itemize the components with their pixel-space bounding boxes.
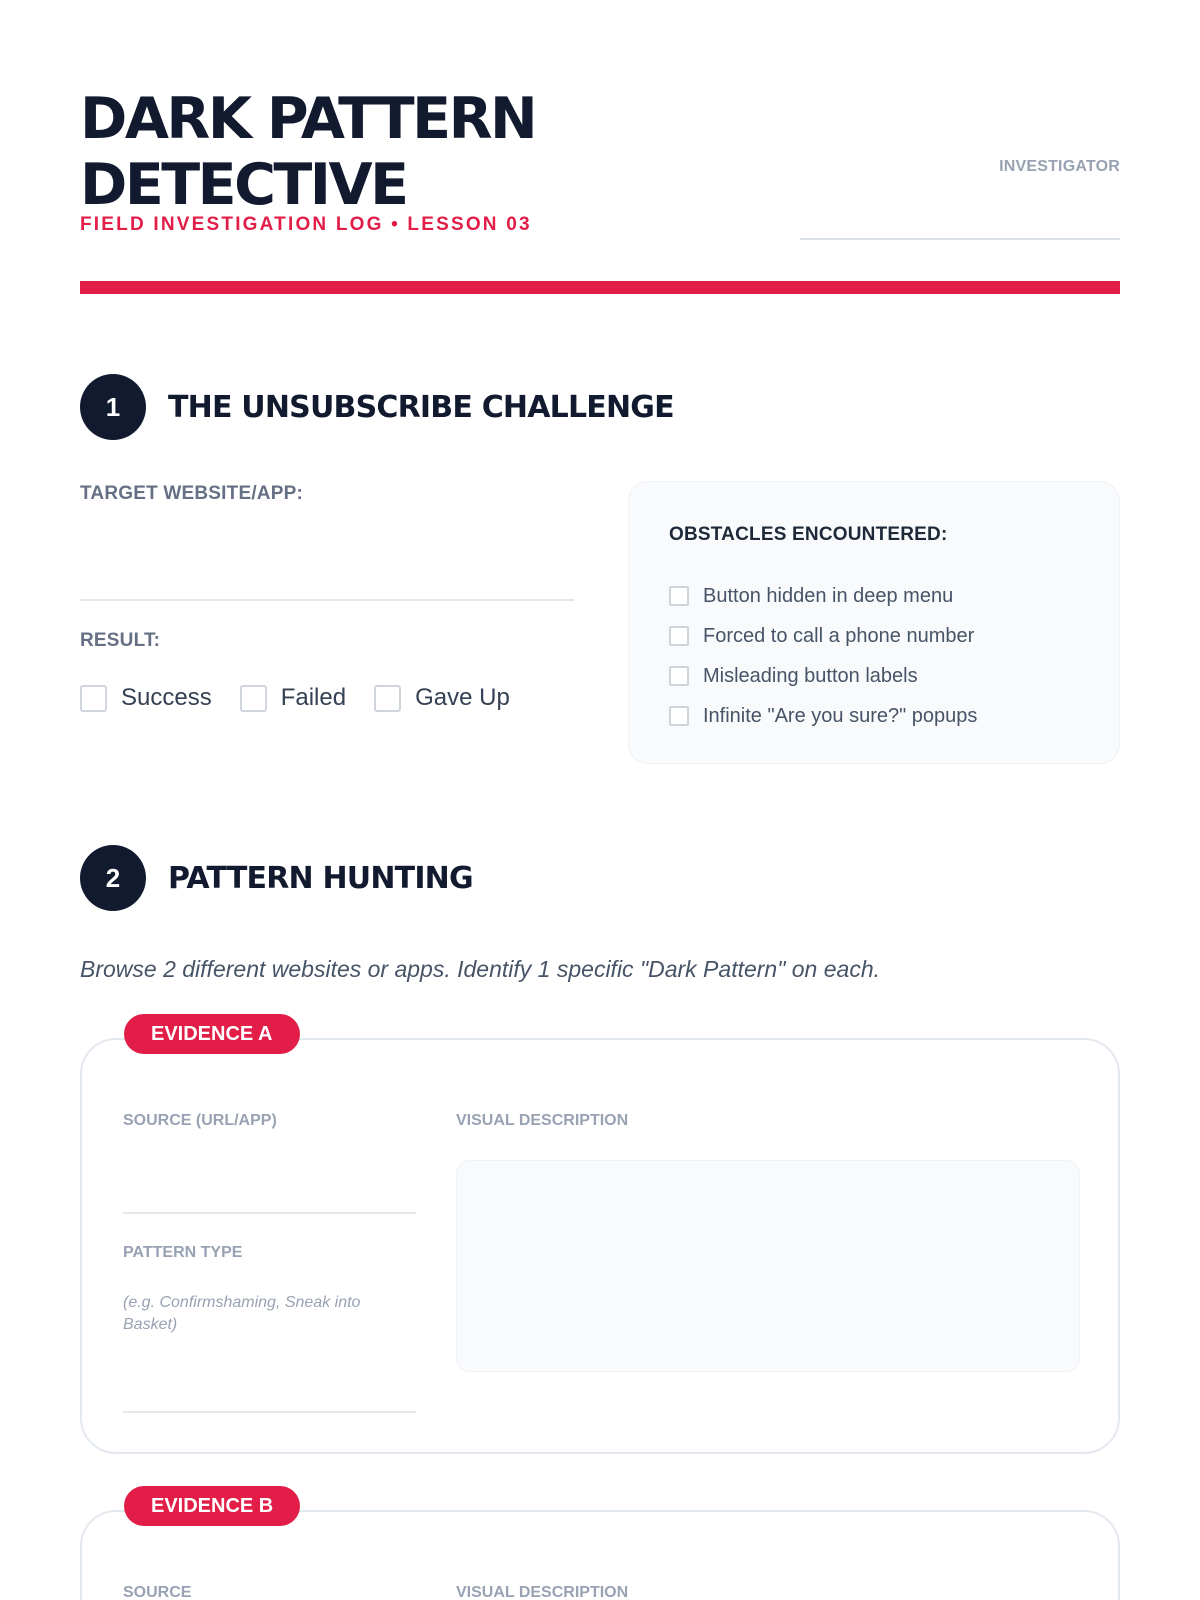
obstacle-list [669,576,1079,736]
worksheet-title [80,86,700,218]
obstacle-label: Forced to call a phone number [703,624,975,647]
evidence-a-visual-box[interactable] [456,1160,1080,1372]
result-options [80,684,538,712]
obstacle-checkbox[interactable] [669,706,689,726]
evidence-b-card [80,1494,1120,1600]
obstacle-checkbox[interactable] [669,666,689,686]
obstacles-title: OBSTACLES ENCOUNTERED: [669,524,948,545]
section-2-title: PATTERN HUNTING [168,860,473,896]
header-divider [80,281,1120,294]
investigator-label: INVESTIGATOR [999,158,1120,175]
section-2-instruction: Browse 2 different websites or apps. Identify 1 specific "Dark Pattern" on each. [80,956,881,982]
section-2-heading [80,845,473,911]
worksheet-header [80,86,1120,238]
title-line-1: DARK PATTERN [80,86,536,152]
evidence-a-badge: EVIDENCE A [124,1014,300,1054]
section-1-title: THE UNSUBSCRIBE CHALLENGE [168,389,674,425]
result-option-gave-up[interactable] [374,684,510,712]
evidence-a-pattern-field[interactable] [123,1411,416,1413]
evidence-a-visual-label: VISUAL DESCRIPTION [456,1112,629,1129]
obstacle-item[interactable] [669,576,1079,616]
obstacle-checkbox[interactable] [669,626,689,646]
evidence-a-source-label: SOURCE (URL/APP) [123,1112,277,1129]
result-failed-label: Failed [280,684,347,711]
evidence-b-source-label: SOURCE [123,1584,192,1600]
obstacle-label: Infinite "Are you sure?" popups [703,704,978,727]
target-website-label: TARGET WEBSITE/APP: [80,483,304,504]
result-success-label: Success [121,684,212,711]
obstacle-checkbox[interactable] [669,586,689,606]
result-gave-up-label: Gave Up [415,684,510,711]
result-option-failed[interactable] [240,684,346,712]
evidence-a-pattern-hint: (e.g. Confirmshaming, Sneak into Basket) [123,1294,361,1333]
obstacle-item[interactable] [669,696,1079,736]
result-option-success[interactable] [80,684,212,712]
obstacle-item[interactable] [669,616,1079,656]
result-failed-checkbox[interactable] [240,685,267,712]
evidence-a-source-field[interactable] [123,1212,416,1214]
result-label: RESULT: [80,630,161,651]
title-line-2: DETECTIVE [80,152,407,218]
obstacle-label: Misleading button labels [703,664,918,687]
investigator-field[interactable] [800,238,1120,240]
obstacles-panel [628,481,1120,764]
evidence-a-card [80,1022,1120,1454]
result-success-checkbox[interactable] [80,685,107,712]
evidence-b-visual-label: VISUAL DESCRIPTION [456,1584,629,1600]
result-gave-up-checkbox[interactable] [374,685,401,712]
worksheet-subtitle: FIELD INVESTIGATION LOG • LESSON 03 [80,214,532,235]
evidence-b-badge: EVIDENCE B [124,1486,300,1526]
obstacle-label: Button hidden in deep menu [703,584,954,607]
section-1-heading [80,374,674,440]
evidence-a-pattern-label: PATTERN TYPE [123,1244,243,1261]
worksheet-page [80,0,1120,1600]
obstacle-item[interactable] [669,656,1079,696]
target-website-field[interactable] [80,599,574,601]
section-2-number: 2 [80,845,146,911]
section-1-number: 1 [80,374,146,440]
